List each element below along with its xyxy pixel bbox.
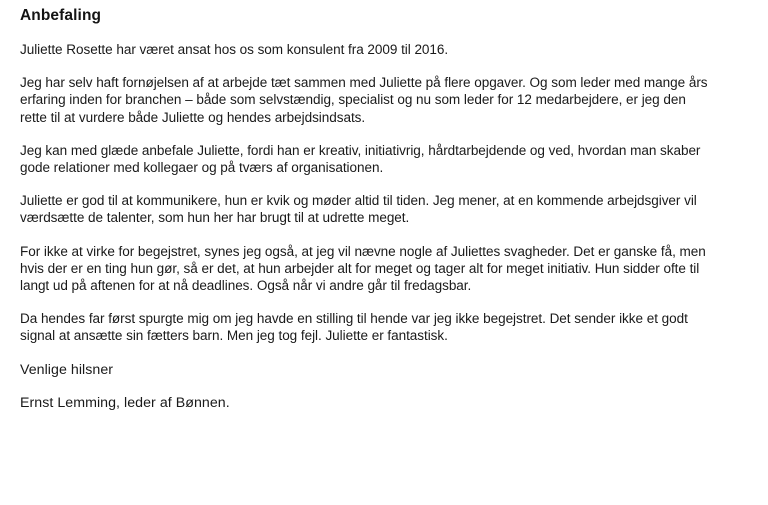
paragraph-hiring-story: Da hendes far først spurgte mig om jeg havde en stilling til hende var jeg ikke begejstret. Det sender ikke et godt signal at ansætte sin fætters barn. Men jeg tog fejl. Juliette er fantastisk. [20, 311, 688, 345]
signature-line: Ernst Lemming, leder af Bønnen. [20, 394, 230, 411]
sign-off-line: Venlige hilsner [20, 361, 114, 378]
paragraph-weaknesses: For ikke at virke for begejstret, synes jeg også, at jeg vil nævne nogle af Juliettes svagheder. Det er ganske få, men hvis der er en ting hun gør, så er det, at hun arbejder alt for meget og tager alt for meget initiativ. Hun sidder ofte til langt ud på aftenen for at nå deadlines. Også når vi andre går til fredagsbar. [20, 243, 706, 295]
paragraph-communication: Juliette er god til at kommunikere, hun er kvik og møder altid til tiden. Jeg mener, at en kommende arbejdsgiver vil værdsætte de talenter, som hun her har brugt til at udrette meget. [20, 193, 697, 227]
paragraph-intro: Juliette Rosette har været ansat hos os som konsulent fra 2009 til 2016. [20, 42, 449, 58]
page-title: Anbefaling [20, 7, 102, 24]
paragraph-collaboration: Jeg har selv haft fornøjelsen af at arbejde tæt sammen med Juliette på flere opgaver. Og som leder med mange års erfaring inden for branchen – både som selvstændig, specialist og nu som leder for 12 medarbejdere, er jeg den rette til at vurdere både Juliette og hendes arbejdsindsats. [20, 75, 708, 126]
document-body [20, 42, 746, 412]
paragraph-strengths: Jeg kan med glæde anbefale Juliette, fordi han er kreativ, initiativrig, hårdtarbejdende og ved, hvordan man skaber gode relationer med kollegaer og på tværs af organisationen. [20, 142, 701, 177]
